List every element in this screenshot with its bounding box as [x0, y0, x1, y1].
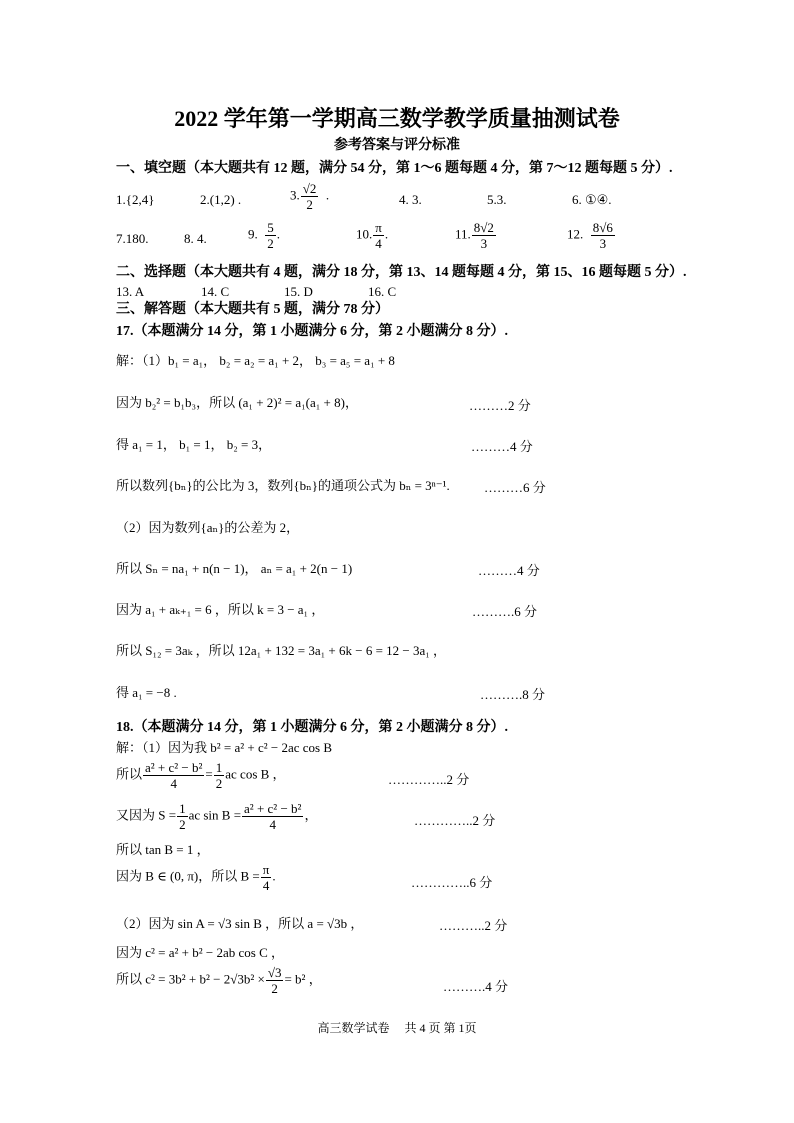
answer-10-denominator: 4 [375, 236, 382, 251]
q18-line-3-half-numerator: 1 [179, 801, 186, 816]
answer-15: 15. D [284, 284, 313, 299]
q18-line-8-fraction [266, 965, 284, 996]
q18-line-3-half [177, 801, 188, 832]
q18-line-3-suffix: ， [304, 807, 318, 823]
q18-line-7: 因为 c² = a² + b² − 2ab cos C ， [116, 945, 284, 960]
page-subtitle: 参考答案与评分标准 [334, 138, 460, 153]
q17-line-3: 得 a₁ = 1， b₁ = 1， b₂ = 3， [116, 437, 272, 452]
answer-16: 16. C [368, 284, 397, 299]
answer-10 [356, 220, 388, 251]
q18-line-2 [116, 760, 286, 791]
answer-10-suffix: . [384, 226, 389, 242]
q18-line-1: 解：（1）因为我 b² = a² + c² − 2ac cos B [116, 740, 333, 755]
q18-line-8-denominator: 2 [271, 981, 278, 996]
q17-line-8: 所以 S₁₂ = 3aₖ ，所以 12a₁ + 132 = 3a₁ + 6k − 6 = 12 − 3a₁ ， [116, 643, 447, 658]
answer-4: 4. 3. [399, 192, 422, 207]
page-footer: 高三数学试卷 共 4 页 第 1页 [317, 1021, 477, 1035]
answer-5: 5.3. [487, 192, 507, 207]
answer-11-fraction [472, 220, 496, 251]
q18-line-6: （2）因为 sin A = √3 sin B ，所以 a = √3b ， [116, 916, 364, 931]
answer-11-prefix: 11. [455, 226, 471, 242]
q17-line-5: （2）因为数列{aₙ}的公差为 2， [116, 520, 300, 535]
answer-11-denominator: 3 [480, 236, 488, 251]
q18-line-2-suffix: ac cos B ， [225, 766, 286, 782]
q18-heading: 18.（本题满分 14 分，第 1 小题满分 6 分，第 2 小题满分 8 分）. [116, 720, 508, 735]
answer-7: 7.180. [116, 231, 149, 246]
q18-line-5-fraction [261, 862, 272, 893]
answer-10-fraction [373, 220, 384, 251]
answer-3-denominator: 2 [306, 197, 313, 212]
section-1-heading: 一、填空题（本大题共有 12 题，满分 54 分，第 1～6 题每题 4 分，第 7～12 题每题 5 分）. [116, 161, 673, 176]
answer-12-fraction [591, 220, 615, 251]
q18-score-6: ………..2 分 [439, 918, 508, 933]
answer-8: 8. 4. [184, 231, 207, 246]
q18-line-3-fraction [242, 801, 303, 832]
q18-line-2-half-denominator: 2 [215, 776, 223, 791]
answer-9-suffix: . [276, 226, 280, 242]
q18-line-3-mid: ac sin B = [188, 807, 242, 823]
q18-line-5-denominator: 4 [262, 878, 270, 893]
answer-3-prefix: 3. [290, 187, 300, 203]
q18-line-5-numerator: π [262, 862, 270, 877]
q18-line-2-half [214, 760, 225, 791]
answer-12-numerator: 8√6 [592, 220, 613, 235]
q18-line-8-suffix: = b² ， [284, 971, 322, 987]
q18-line-2-prefix: 所以 [116, 766, 143, 782]
answer-9-prefix: 9. [248, 226, 258, 242]
q17-score-9: ……….8 分 [480, 687, 546, 702]
q18-line-5 [116, 862, 276, 893]
answer-11 [455, 220, 497, 251]
answer-10-prefix: 10. [356, 226, 373, 242]
answer-6: 6. ①④. [572, 192, 612, 207]
q18-line-3-half-denominator: 2 [179, 817, 186, 832]
q18-score-5: …………..6 分 [411, 875, 493, 890]
q17-heading: 17.（本题满分 14 分，第 1 小题满分 6 分，第 2 小题满分 8 分）. [116, 324, 508, 339]
answer-3-suffix: . [325, 187, 330, 203]
answer-3 [290, 181, 329, 212]
q17-line-1: 解：（1）b₁ = a₁， b₂ = a₂ = a₁ + 2， b₃ = a₅ = a₁ + 8 [116, 353, 395, 368]
q17-score-7: ……….6 分 [472, 604, 538, 619]
q18-line-2-equals: = [205, 766, 213, 782]
q18-score-2: …………..2 分 [388, 772, 470, 787]
answer-3-numerator: √2 [302, 181, 317, 196]
q18-score-3: …………..2 分 [414, 813, 496, 828]
answer-10-numerator: π [375, 220, 382, 235]
answer-12 [567, 220, 616, 251]
answer-12-prefix: 12. [567, 226, 584, 242]
q17-score-2: ………2 分 [469, 398, 531, 413]
answer-2: 2.(1,2) . [200, 192, 242, 207]
q18-line-2-fraction [143, 760, 204, 791]
answer-9-fraction [265, 220, 276, 251]
answer-1: 1.{2,4} [116, 192, 155, 207]
section-2-heading: 二、选择题（本大题共有 4 题，满分 18 分，第 13、14 题每题 4 分，第 15、16 题每题 5 分）. [116, 265, 687, 280]
q17-line-6: 所以 Sₙ = na₁ + n(n − 1)， aₙ = a₁ + 2(n − 1) [116, 561, 353, 576]
answer-13: 13. A [116, 284, 145, 299]
q18-line-2-half-numerator: 1 [215, 760, 223, 775]
q18-line-5-suffix: . [272, 868, 276, 884]
q17-line-9: 得 a₁ = −8 . [116, 685, 177, 700]
q18-line-3-prefix: 又因为 S = [116, 807, 177, 823]
q18-line-8-prefix: 所以 c² = 3b² + b² − 2√3b² × [116, 971, 265, 987]
q17-score-3: ………4 分 [471, 439, 533, 454]
q18-line-3-numerator: a² + c² − b² [244, 801, 302, 816]
q18-line-3 [116, 801, 317, 832]
q17-line-7: 因为 a₁ + aₖ₊₁ = 6 ，所以 k = 3 − a₁ ， [116, 602, 325, 617]
answer-9 [248, 220, 280, 251]
answer-12-denominator: 3 [599, 236, 607, 251]
q18-line-4: 所以 tan B = 1 ， [116, 842, 210, 857]
q18-line-8-numerator: √3 [267, 965, 282, 980]
answer-11-numerator: 8√2 [473, 220, 494, 235]
q18-line-8 [116, 965, 322, 996]
answer-14: 14. C [201, 284, 230, 299]
q18-line-3-denominator: 4 [269, 817, 276, 832]
section-3-heading: 三、解答题（本大题共有 5 题，满分 78 分） [116, 302, 389, 317]
answer-3-fraction [301, 181, 319, 212]
q18-line-2-denominator: 4 [170, 776, 177, 791]
q18-score-8: ……….4 分 [443, 979, 509, 994]
q18-line-2-numerator: a² + c² − b² [145, 760, 203, 775]
q17-line-2: 因为 b₂² = b₁b₃，所以 (a₁ + 2)² = a₁(a₁ + 8)， [116, 395, 358, 410]
q17-score-4: ………6 分 [484, 480, 546, 495]
answer-9-numerator: 5 [267, 220, 274, 235]
q17-line-4: 所以数列{bₙ}的公比为 3，数列{bₙ}的通项公式为 bₙ = 3ⁿ⁻¹. [116, 478, 450, 493]
q18-line-5-prefix: 因为 B ∈ (0, π)，所以 B = [116, 868, 260, 884]
page-title: 2022 学年第一学期高三数学教学质量抽测试卷 [174, 106, 620, 131]
answer-9-denominator: 2 [267, 236, 274, 251]
q17-score-6: ………4 分 [478, 563, 540, 578]
